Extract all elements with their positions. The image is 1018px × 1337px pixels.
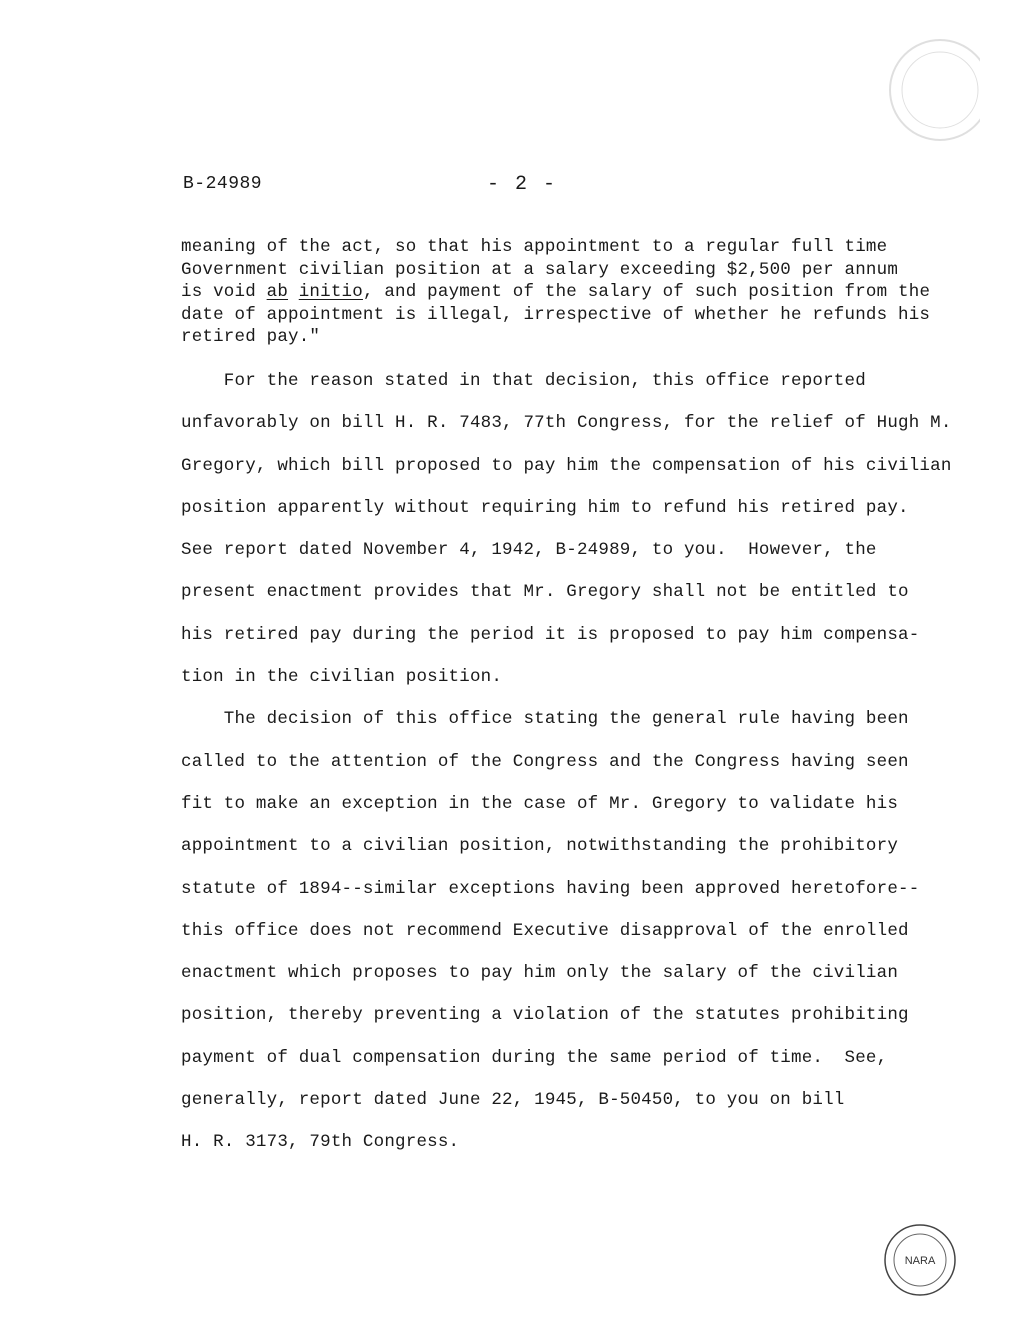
quoted-decision — [181, 236, 941, 349]
body-line: appointment to a civilian position, notwithstanding the prohibitory — [181, 836, 899, 857]
body-line: payment of dual compensation during the same period of time. See, — [181, 1047, 888, 1068]
body-line: fit to make an exception in the case of Mr. Gregory to validate his — [181, 793, 899, 814]
archive-seal-icon — [882, 1222, 958, 1298]
quote-line: Government civilian position at a salary exceeding $2,500 per annum — [181, 259, 899, 280]
quote-line: retired pay." — [181, 327, 321, 348]
body-line: called to the attention of the Congress and the Congress having seen — [181, 751, 909, 772]
quote-line-prefix: is void — [181, 282, 267, 303]
paragraph-2 — [181, 698, 961, 1163]
faded-library-stamp-icon — [870, 30, 980, 170]
stamp-label: NARA — [904, 1255, 936, 1267]
body-line: position apparently without requiring him to refund his retired pay. — [181, 497, 909, 518]
quote-line-suffix: , and payment of the salary of such position from the — [362, 282, 931, 303]
page-number: - 2 - — [487, 173, 558, 196]
quote-line: date of appointment is illegal, irrespective of whether he refunds his — [181, 304, 931, 325]
body-line: See report dated November 4, 1942, B-24989, to you. However, the — [181, 540, 877, 561]
body-line: generally, report dated June 22, 1945, B-50450, to you on bill — [181, 1090, 845, 1111]
quote-line: meaning of the act, so that his appointment to a regular full time — [181, 237, 888, 257]
paragraph-1 — [181, 360, 961, 698]
body-line: enactment which proposes to pay him only the salary of the civilian — [181, 963, 899, 984]
body-line: present enactment provides that Mr. Gregory shall not be entitled to — [181, 582, 909, 603]
body-line: this office does not recommend Executive disapproval of the enrolled — [181, 920, 909, 941]
body-line: H. R. 3173, 79th Congress. — [181, 1132, 460, 1153]
body-line: tion in the civilian position. — [181, 667, 503, 688]
body-line: position, thereby preventing a violation of the statutes prohibiting — [181, 1005, 909, 1026]
body-line: his retired pay during the period it is proposed to pay him compensa- — [181, 624, 920, 645]
body-line: unfavorably on bill H. R. 7483, 77th Congress, for the relief of Hugh M. — [181, 413, 952, 434]
latin-term-initio: initio — [298, 282, 363, 303]
file-number: B-24989 — [183, 174, 263, 194]
body-line: For the reason stated in that decision, this office reported — [181, 371, 866, 391]
body-text — [181, 360, 961, 1164]
quote-line-sep — [288, 282, 299, 302]
body-line: The decision of this office stating the general rule having been — [181, 709, 909, 730]
body-line: Gregory, which bill proposed to pay him the compensation of his civilian — [181, 455, 952, 476]
quote-line — [181, 281, 941, 304]
latin-term-ab: ab — [266, 282, 289, 303]
body-line: statute of 1894--similar exceptions having been approved heretofore-- — [181, 878, 920, 899]
